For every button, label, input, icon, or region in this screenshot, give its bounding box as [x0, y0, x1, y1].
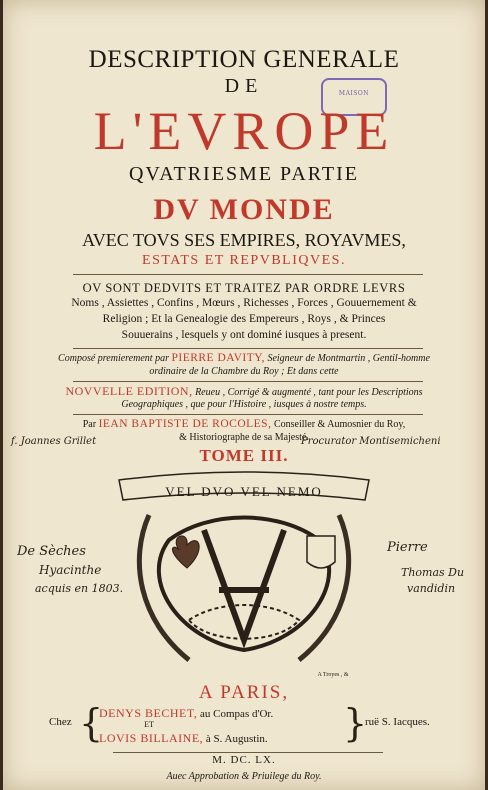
imprint-et: ET — [144, 720, 154, 729]
imprint-city: A PARIS, — [198, 682, 290, 703]
emblem-caption: A Troyes , & — [317, 672, 349, 678]
printer-1-sign: au Compas d'Or. — [200, 708, 274, 720]
imprint-street: ruë S. Iacques. — [365, 716, 430, 728]
title-page — [3, 0, 485, 790]
imprint-chez: Chez — [49, 716, 72, 728]
handwriting-left-3: acquis en 1803. — [35, 582, 124, 595]
printer-1-name: DENYS BECHET, — [99, 706, 198, 720]
edition-rest: Reueu , Corrigé & augmenté , tant pour les Descriptions — [195, 387, 423, 398]
divider — [73, 414, 423, 415]
handwriting-right-3: vandidin — [407, 582, 456, 595]
contents-line-2: Noms , Assiettes , Confins , Mœurs , Richesses , Forces , Gouuernement & — [71, 297, 417, 309]
author-line-2: ordinaire de la Chambre du Roy ; Et dans cette — [149, 366, 339, 377]
contents-line-3: Religion ; Et la Genealogie des Empereurs , Roys , & Princes — [102, 313, 386, 325]
title-line-6: AVEC TOVS SES EMPIRES, ROYAVMES, — [82, 230, 406, 250]
printer-2-sign: à S. Augustin. — [205, 733, 268, 745]
flaming-heart-icon — [172, 536, 199, 568]
imprint-printer-1 — [99, 706, 359, 721]
editor-line-2: & Historiographe de sa Majesté. — [179, 432, 309, 443]
printer-emblem — [109, 470, 379, 675]
edition-line-1 — [3, 384, 485, 399]
handwriting-left-top: f. Joannes Grillet — [11, 436, 97, 447]
motto-text: VEL DVO VEL NEMO — [165, 484, 323, 499]
contents-line-1: OV SONT DEDVITS ET TRAITEZ PAR ORDRE LEVRS — [82, 281, 406, 295]
imprint-privilege: Auec Approbation & Priuilege du Roy. — [166, 771, 322, 782]
divider — [73, 348, 423, 349]
printer-2-name: LOVIS BILLAINE, — [99, 731, 204, 745]
author-name: PIERRE DAVITY, — [171, 352, 265, 364]
left-brace: { — [79, 701, 104, 745]
title-line-1: DESCRIPTION GENERALE — [88, 46, 400, 73]
edition-label: NOVVELLE EDITION, — [65, 384, 193, 398]
tome-label: TOME III. — [199, 446, 289, 465]
handwriting-right-top: Procurator Montisemicheni — [301, 436, 441, 447]
editor-name: IEAN BAPTISTE DE ROCOLES, — [98, 418, 272, 430]
coat-of-arms-icon — [307, 536, 335, 568]
handwriting-left-1: De Sèches — [17, 544, 86, 559]
author-rest: Seigneur de Montmartin , Gentil-homme — [267, 353, 430, 364]
contents-line-4: Souuerains , lesquels y ont dominé iusques à present. — [121, 329, 367, 341]
title-line-4: QVATRIESME PARTIE — [128, 163, 360, 185]
divider — [113, 752, 383, 753]
author-prefix: Composé premierement par — [58, 353, 169, 364]
author-line-1 — [3, 352, 485, 364]
title-line-5: DV MONDE — [153, 193, 335, 226]
title-line-7: ESTATS ET REPVBLIQVES. — [142, 253, 346, 268]
divider — [73, 381, 423, 382]
handwriting-right-1: Pierre — [387, 540, 428, 555]
editor-line-1 — [3, 418, 485, 430]
stamp-text: MAISON — [338, 90, 370, 97]
emblem-letter — [204, 530, 284, 640]
title-line-2: DE — [224, 75, 264, 97]
editor-rest: Conseiller & Aumosnier du Roy, — [273, 419, 406, 430]
edition-line-2: Geographiques , que pour l'Histoire , iusques à nostre temps. — [121, 399, 367, 410]
handwriting-left-2: Hyacinthe — [39, 563, 102, 577]
title-line-3: L'EVROPE — [93, 101, 395, 161]
divider — [73, 274, 423, 275]
editor-prefix: Par — [82, 419, 97, 430]
right-brace: } — [343, 701, 368, 745]
imprint-year: M. DC. LX. — [212, 754, 276, 766]
imprint-printer-2 — [99, 731, 359, 746]
handwriting-right-2: Thomas Du — [401, 566, 465, 579]
